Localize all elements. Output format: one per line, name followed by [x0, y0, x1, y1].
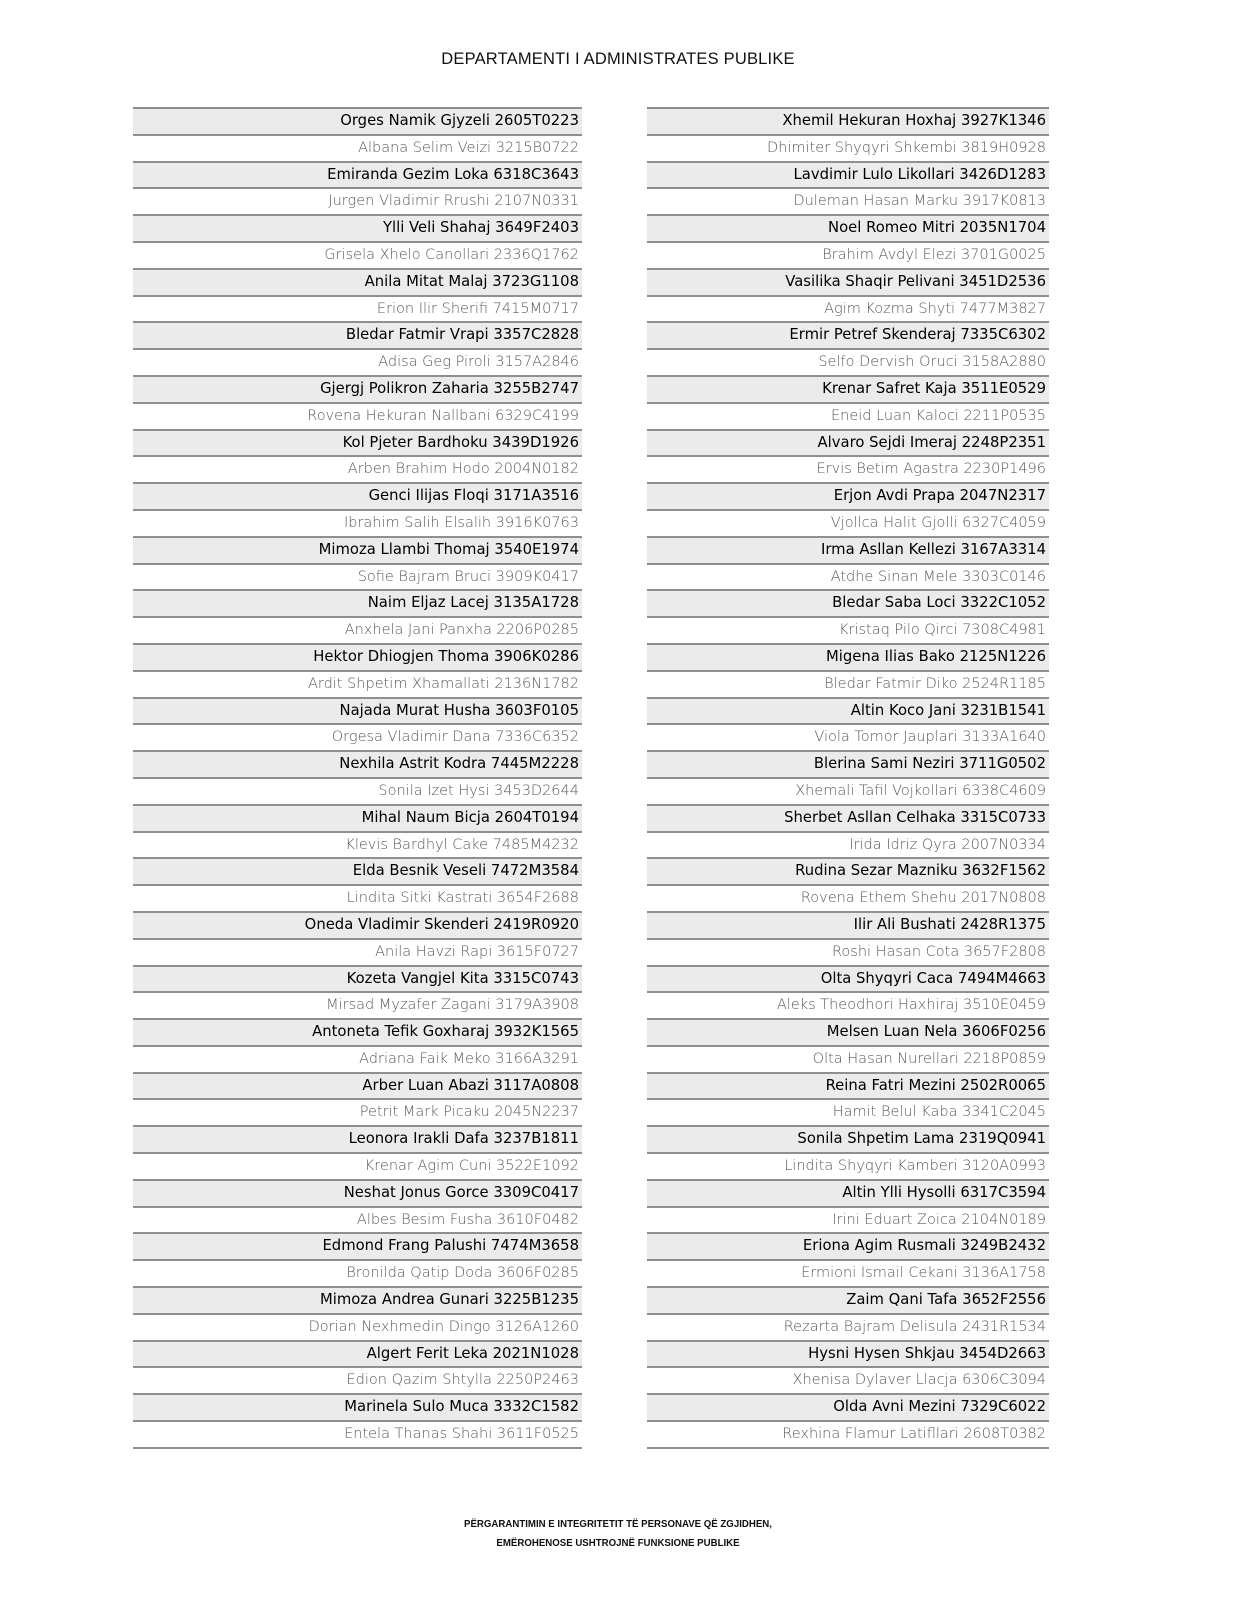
name-row: Eneid Luan Kaloci 2211P0535 [647, 402, 1049, 429]
name-row: Genci Ilijas Floqi 3171A3516 [133, 482, 582, 509]
name-row: Orgesa Vladimir Dana 7336C6352 [133, 723, 582, 750]
name-row: Sonila Shpetim Lama 2319Q0941 [647, 1125, 1049, 1152]
name-row: Mirsad Myzafer Zagani 3179A3908 [133, 991, 582, 1018]
name-row: Oneda Vladimir Skenderi 2419R0920 [133, 911, 582, 938]
name-row: Rovena Ethem Shehu 2017N0808 [647, 884, 1049, 911]
name-row: Edmond Frang Palushi 7474M3658 [133, 1232, 582, 1259]
name-row: Blerina Sami Neziri 3711G0502 [647, 750, 1049, 777]
name-row: Bledar Saba Loci 3322C1052 [647, 589, 1049, 616]
name-row: Gjergj Polikron Zaharia 3255B2747 [133, 375, 582, 402]
name-row: Entela Thanas Shahi 3611F0525 [133, 1420, 582, 1447]
name-row: Rexhina Flamur Latifllari 2608T0382 [647, 1420, 1049, 1447]
page-footer [49, 1515, 1186, 1553]
name-row: Alvaro Sejdi Imeraj 2248P2351 [647, 429, 1049, 456]
name-row: Lindita Shyqyri Kamberi 3120A0993 [647, 1152, 1049, 1179]
name-row: Dorian Nexhmedin Dingo 3126A1260 [133, 1313, 582, 1340]
name-row: Hamit Belul Kaba 3341C2045 [647, 1098, 1049, 1125]
left-name-column [133, 107, 582, 1449]
name-row: Rovena Hekuran Nallbani 6329C4199 [133, 402, 582, 429]
name-row: Xhemali Tafil Vojkollari 6338C4609 [647, 777, 1049, 804]
name-row: Irma Asllan Kellezi 3167A3314 [647, 536, 1049, 563]
name-row: Rudina Sezar Mazniku 3632F1562 [647, 857, 1049, 884]
name-row: Roshi Hasan Cota 3657F2808 [647, 938, 1049, 965]
name-row: Leonora Irakli Dafa 3237B1811 [133, 1125, 582, 1152]
name-row: Algert Ferit Leka 2021N1028 [133, 1340, 582, 1367]
footer-line-1: PËRGARANTIMIN E INTEGRITETIT TË PERSONAVE QË ZGJIDHEN, [464, 1518, 772, 1530]
name-row: Altin Ylli Hysolli 6317C3594 [647, 1179, 1049, 1206]
page-title: DEPARTAMENTI I ADMINISTRATES PUBLIKE [441, 50, 795, 68]
name-row: Viola Tomor Jauplari 3133A1640 [647, 723, 1049, 750]
name-row: Albana Selim Veizi 3215B0722 [133, 134, 582, 161]
name-row: Erion Ilir Sherifi 7415M0717 [133, 295, 582, 322]
name-row: Ervis Betim Agastra 2230P1496 [647, 455, 1049, 482]
name-row: Olta Hasan Nurellari 2218P0859 [647, 1045, 1049, 1072]
name-row: Orges Namik Gjyzeli 2605T0223 [133, 107, 582, 134]
name-row: Adriana Faik Meko 3166A3291 [133, 1045, 582, 1072]
name-row: Zaim Qani Tafa 3652F2556 [647, 1286, 1049, 1313]
name-row: Ilir Ali Bushati 2428R1375 [647, 911, 1049, 938]
name-row: Grisela Xhelo Canollari 2336Q1762 [133, 241, 582, 268]
name-row: Hysni Hysen Shkjau 3454D2663 [647, 1340, 1049, 1367]
column-bottom-rule [647, 1447, 1049, 1449]
name-row: Nexhila Astrit Kodra 7445M2228 [133, 750, 582, 777]
name-row: Najada Murat Husha 3603F0105 [133, 697, 582, 724]
name-row: Neshat Jonus Gorce 3309C0417 [133, 1179, 582, 1206]
name-row: Mihal Naum Bicja 2604T0194 [133, 804, 582, 831]
name-row: Mimoza Andrea Gunari 3225B1235 [133, 1286, 582, 1313]
name-row: Ermioni Ismail Cekani 3136A1758 [647, 1259, 1049, 1286]
name-row: Antoneta Tefik Goxharaj 3932K1565 [133, 1018, 582, 1045]
name-row: Naim Eljaz Lacej 3135A1728 [133, 589, 582, 616]
name-row: Adisa Geg Piroli 3157A2846 [133, 348, 582, 375]
name-row: Xhenisa Dylaver Llacja 6306C3094 [647, 1366, 1049, 1393]
name-row: Selfo Dervish Oruci 3158A2880 [647, 348, 1049, 375]
name-row: Ardit Shpetim Xhamallati 2136N1782 [133, 670, 582, 697]
name-row: Lavdimir Lulo Likollari 3426D1283 [647, 161, 1049, 188]
name-row: Brahim Avdyl Elezi 3701G0025 [647, 241, 1049, 268]
name-row: Albes Besim Fusha 3610F0482 [133, 1206, 582, 1233]
name-row: Arben Brahim Hodo 2004N0182 [133, 455, 582, 482]
name-row: Sherbet Asllan Celhaka 3315C0733 [647, 804, 1049, 831]
name-row: Aleks Theodhori Haxhiraj 3510E0459 [647, 991, 1049, 1018]
name-row: Xhemil Hekuran Hoxhaj 3927K1346 [647, 107, 1049, 134]
name-row: Vasilika Shaqir Pelivani 3451D2536 [647, 268, 1049, 295]
name-row: Sonila Izet Hysi 3453D2644 [133, 777, 582, 804]
name-row: Marinela Sulo Muca 3332C1582 [133, 1393, 582, 1420]
column-bottom-rule [133, 1447, 582, 1449]
name-row: Emiranda Gezim Loka 6318C3643 [133, 161, 582, 188]
name-row: Reina Fatri Mezini 2502R0065 [647, 1072, 1049, 1099]
name-row: Kozeta Vangjel Kita 3315C0743 [133, 965, 582, 992]
name-row: Petrit Mark Picaku 2045N2237 [133, 1098, 582, 1125]
name-row: Anila Havzi Rapi 3615F0727 [133, 938, 582, 965]
name-row: Noel Romeo Mitri 2035N1704 [647, 214, 1049, 241]
name-row: Ibrahim Salih Elsalih 3916K0763 [133, 509, 582, 536]
name-row: Sofie Bajram Bruci 3909K0417 [133, 563, 582, 590]
name-row: Kristaq Pilo Qirci 7308C4981 [647, 616, 1049, 643]
name-row: Migena Ilias Bako 2125N1226 [647, 643, 1049, 670]
name-row: Melsen Luan Nela 3606F0256 [647, 1018, 1049, 1045]
right-name-column [647, 107, 1049, 1449]
name-row: Eriona Agim Rusmali 3249B2432 [647, 1232, 1049, 1259]
name-row: Lindita Sitki Kastrati 3654F2688 [133, 884, 582, 911]
name-row: Krenar Agim Cuni 3522E1092 [133, 1152, 582, 1179]
name-row: Edion Qazim Shtylla 2250P2463 [133, 1366, 582, 1393]
name-row: Anila Mitat Malaj 3723G1108 [133, 268, 582, 295]
name-row: Vjollca Halit Gjolli 6327C4059 [647, 509, 1049, 536]
name-row: Ermir Petref Skenderaj 7335C6302 [647, 321, 1049, 348]
name-row: Arber Luan Abazi 3117A0808 [133, 1072, 582, 1099]
name-row: Klevis Bardhyl Cake 7485M4232 [133, 831, 582, 858]
name-row: Atdhe Sinan Mele 3303C0146 [647, 563, 1049, 590]
name-row: Bledar Fatmir Vrapi 3357C2828 [133, 321, 582, 348]
name-row: Agim Kozma Shyti 7477M3827 [647, 295, 1049, 322]
name-row: Duleman Hasan Marku 3917K0813 [647, 187, 1049, 214]
name-row: Olda Avni Mezini 7329C6022 [647, 1393, 1049, 1420]
name-row: Mimoza Llambi Thomaj 3540E1974 [133, 536, 582, 563]
name-row: Rezarta Bajram Delisula 2431R1534 [647, 1313, 1049, 1340]
name-row: Bronilda Qatip Doda 3606F0285 [133, 1259, 582, 1286]
name-row: Erjon Avdi Prapa 2047N2317 [647, 482, 1049, 509]
name-row: Altin Koco Jani 3231B1541 [647, 697, 1049, 724]
name-row: Dhimiter Shyqyri Shkembi 3819H0928 [647, 134, 1049, 161]
name-row: Irida Idriz Qyra 2007N0334 [647, 831, 1049, 858]
name-row: Hektor Dhiogjen Thoma 3906K0286 [133, 643, 582, 670]
name-row: Ylli Veli Shahaj 3649F2403 [133, 214, 582, 241]
name-row: Elda Besnik Veseli 7472M3584 [133, 857, 582, 884]
name-row: Kol Pjeter Bardhoku 3439D1926 [133, 429, 582, 456]
name-row: Jurgen Vladimir Rrushi 2107N0331 [133, 187, 582, 214]
footer-line-2: EMËROHENOSE USHTROJNË FUNKSIONE PUBLIKE [496, 1537, 740, 1549]
name-row: Anxhela Jani Panxha 2206P0285 [133, 616, 582, 643]
name-row: Irini Eduart Zoica 2104N0189 [647, 1206, 1049, 1233]
name-row: Krenar Safret Kaja 3511E0529 [647, 375, 1049, 402]
name-row: Bledar Fatmir Diko 2524R1185 [647, 670, 1049, 697]
name-row: Olta Shyqyri Caca 7494M4663 [647, 965, 1049, 992]
